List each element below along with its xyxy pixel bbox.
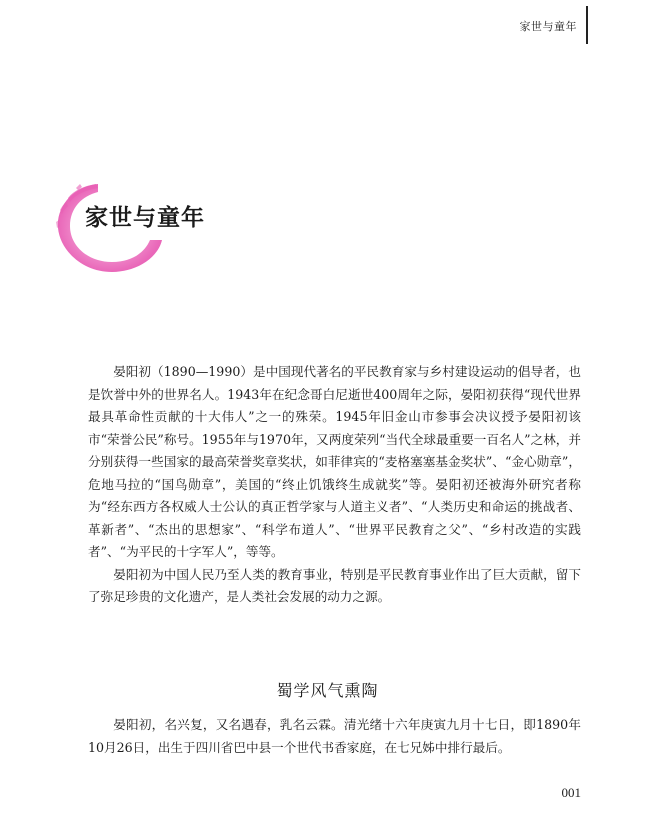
intro-text xyxy=(88,361,581,609)
page-number: 001 xyxy=(561,785,581,800)
chapter-title: 家世与童年 xyxy=(85,205,205,231)
running-header: 家世与童年 xyxy=(519,20,577,33)
header-rule xyxy=(586,6,588,44)
section-heading: 蜀学风气熏陶 xyxy=(276,681,379,700)
paragraph: 晏阳初（1890—1990）是中国现代著名的平民教育家与乡村建设运动的倡导者，也是饮誉中外的世界名人。1943年在纪念哥白尼逝世400周年之际，晏阳初获得“现代世界最具革命性贡献的十大伟人”之一的殊荣。1945年旧金山市参事会决议授予晏阳初该市“荣誉公民”称号。1955年与1970年，又两度荣列“当代全球最重要一百名人”之林，并分别获得一些国家的最高荣誉奖章奖状，如菲律宾的“麦格塞塞基金奖状”、“金心勋章”，危地马拉的“国鸟勋章”，美国的“终止饥饿终生成就奖”等。晏阳初还被海外研究者称为“经东西方各权威人士公认的真正哲学家与人道主义者”、“人类历史和命运的挑战者、革新者”、“杰出的思想家”、“科学布道人”、“世界平民教育之父”、“乡村改造的实践者”、“为平民的十字军人”，等等。 xyxy=(88,364,581,559)
section-text xyxy=(88,714,581,759)
paragraph: 晏阳初为中国人民乃至人类的教育事业，特别是平民教育事业作出了巨大贡献，留下了弥足珍贵的文化遗产，是人类社会发展的动力之源。 xyxy=(88,566,581,604)
paragraph: 晏阳初，名兴复，又名遇春，乳名云霖。清光绪十六年庚寅九月十七日，即1890年10月26日，出生于四川省巴中县一个世代书香家庭，在七兄姊中排行最后。 xyxy=(88,717,581,755)
